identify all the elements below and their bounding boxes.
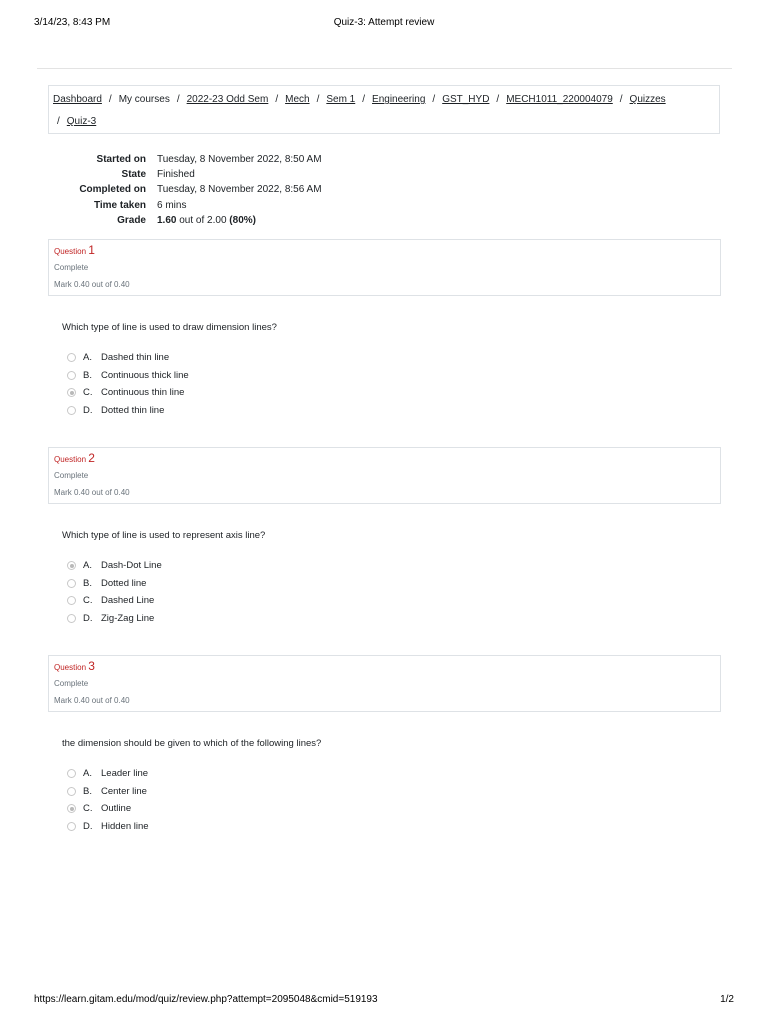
question-info-2 (48, 447, 721, 504)
option-letter: B. (83, 578, 92, 589)
breadcrumb (48, 85, 720, 134)
option-letter: C. (83, 803, 93, 814)
option-letter: A. (83, 352, 92, 363)
radio-button-selected[interactable] (67, 388, 76, 397)
breadcrumb-quiz-3[interactable]: Quiz-3 (66, 116, 97, 127)
summary-value: Tuesday, 8 November 2022, 8:56 AM (157, 184, 322, 196)
option-letter: D. (83, 613, 93, 624)
grade-score: 1.60 (157, 214, 177, 226)
option-text: Center line (101, 786, 147, 797)
print-datetime: 3/14/23, 8:43 PM (34, 17, 111, 28)
radio-button[interactable] (67, 406, 76, 415)
radio-button[interactable] (67, 787, 76, 796)
breadcrumb-separator: / (362, 94, 366, 105)
breadcrumb-my-courses: My courses (118, 94, 170, 105)
print-footer (34, 994, 734, 1008)
option-text: Continuous thin line (101, 387, 185, 398)
question-label: Question (54, 663, 89, 672)
breadcrumb-separator: / (496, 94, 500, 105)
radio-button[interactable] (67, 371, 76, 380)
option-text: Dash-Dot Line (101, 560, 162, 571)
grade-out-of: out of 2.00 (176, 214, 230, 226)
option-letter: B. (83, 786, 92, 797)
question-mark: Mark 0.40 out of 0.40 (54, 280, 130, 289)
summary-completed-on (52, 182, 472, 197)
option-text: Leader line (101, 768, 149, 779)
question-label: Question (54, 455, 89, 464)
option-letter: B. (83, 370, 92, 381)
divider (37, 68, 732, 69)
print-page-title: Quiz-3: Attempt review (333, 17, 435, 28)
option-text: Dashed thin line (101, 352, 170, 363)
page-number: 1/2 (720, 994, 734, 1005)
summary-started-on (52, 152, 472, 167)
breadcrumb-mech[interactable]: Mech (285, 94, 310, 105)
question-mark: Mark 0.40 out of 0.40 (54, 488, 130, 497)
question-number (54, 659, 95, 673)
question-text-2: Which type of line is used to represent axis line? (62, 530, 266, 541)
radio-button[interactable] (67, 769, 76, 778)
radio-button[interactable] (67, 596, 76, 605)
summary-value: Tuesday, 8 November 2022, 8:50 AM (157, 154, 322, 165)
summary-grade (52, 213, 472, 228)
summary-value: Finished (157, 169, 195, 181)
question-label: Question (54, 247, 89, 256)
question-state: Complete (54, 263, 89, 272)
option-text: Dotted line (101, 578, 147, 589)
breadcrumb-separator: / (108, 94, 112, 105)
question-state: Complete (54, 679, 89, 688)
page-url: https://learn.gitam.edu/mod/quiz/review.php?attempt=2095048&cmid=519193 (34, 994, 378, 1005)
summary-label: Completed on (79, 184, 146, 196)
attempt-summary (52, 152, 472, 228)
breadcrumb-gst-hyd[interactable]: GST_HYD (442, 94, 490, 105)
question-number-value: 3 (88, 659, 95, 673)
summary-label: State (121, 169, 146, 181)
option-text: Continuous thick line (101, 370, 189, 381)
option-text: Dashed Line (101, 595, 155, 606)
radio-button[interactable] (67, 822, 76, 831)
breadcrumb-separator: / (316, 94, 320, 105)
radio-button-selected[interactable] (67, 804, 76, 813)
breadcrumb-separator: / (432, 94, 436, 105)
option-text: Zig-Zag Line (101, 613, 155, 624)
option-text: Dotted thin line (101, 405, 165, 416)
breadcrumb-course[interactable]: MECH1011_220004079 (506, 94, 613, 105)
option-letter: D. (83, 405, 93, 416)
radio-button[interactable] (67, 579, 76, 588)
breadcrumb-separator: / (275, 94, 279, 105)
summary-state (52, 167, 472, 182)
question-info-1 (48, 239, 721, 296)
summary-time-taken (52, 198, 472, 213)
option-letter: A. (83, 768, 92, 779)
question-number (54, 451, 95, 465)
breadcrumb-sem-1[interactable]: Sem 1 (326, 94, 356, 105)
breadcrumb-engineering[interactable]: Engineering (372, 94, 426, 105)
breadcrumb-dashboard[interactable]: Dashboard (53, 94, 102, 105)
radio-button[interactable] (67, 614, 76, 623)
grade-value (157, 213, 256, 228)
summary-value: 6 mins (157, 199, 187, 211)
breadcrumb-separator: / (57, 116, 60, 127)
breadcrumb-separator: / (619, 94, 623, 105)
question-number-value: 1 (88, 243, 95, 257)
question-number (54, 243, 95, 257)
summary-label: Time taken (93, 199, 146, 211)
question-state: Complete (54, 471, 89, 480)
radio-button-selected[interactable] (67, 561, 76, 570)
question-info-3 (48, 655, 721, 712)
option-text: Hidden line (101, 821, 149, 832)
option-letter: D. (83, 821, 93, 832)
question-text-1: Which type of line is used to draw dimension lines? (62, 322, 277, 333)
print-header (34, 17, 734, 31)
option-text: Outline (101, 803, 132, 814)
question-number-value: 2 (88, 451, 95, 465)
summary-label: Started on (96, 154, 146, 165)
breadcrumb-row (53, 94, 715, 105)
radio-button[interactable] (67, 353, 76, 362)
option-letter: C. (83, 387, 93, 398)
option-letter: C. (83, 595, 93, 606)
breadcrumb-semester-term[interactable]: 2022-23 Odd Sem (186, 94, 269, 105)
question-mark: Mark 0.40 out of 0.40 (54, 696, 130, 705)
breadcrumb-row (57, 116, 96, 127)
breadcrumb-separator: / (176, 94, 180, 105)
grade-percent: (80%) (229, 214, 256, 226)
option-letter: A. (83, 560, 92, 571)
summary-label: Grade (117, 214, 146, 226)
question-text-3: the dimension should be given to which of the following lines? (62, 738, 322, 749)
breadcrumb-quizzes[interactable]: Quizzes (629, 94, 666, 105)
